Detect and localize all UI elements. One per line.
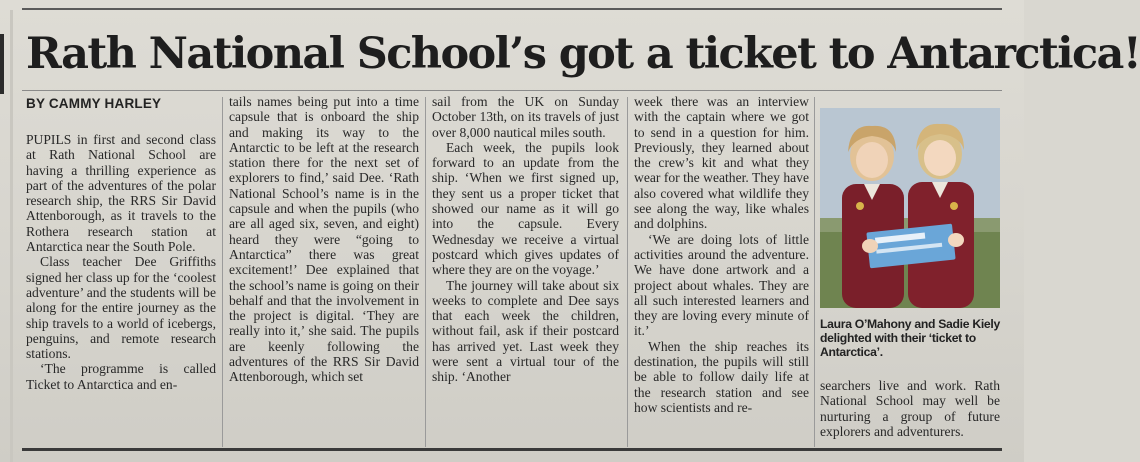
photo-caption: Laura O’Mahony and Sadie Kiely delighted with their ‘ticket to Antarctica’. (820, 317, 1000, 359)
paragraph: searchers live and work. Rath National School may well be nurturing a group of future explorers and adventurers. (820, 378, 1000, 439)
paragraph: Class teacher Dee Griffiths signed her class up for the ‘coolest adventure’ and the students will be along for the entire journey as the ship travels to a world of icebergs, penguins, and remote research stations. (26, 254, 216, 362)
bottom-rule (22, 448, 1002, 451)
column-5 (820, 378, 1000, 439)
paragraph: When the ship reaches its destination, the pupils will still be able to follow daily life at the research station and see how scientists and re- (634, 338, 809, 415)
column-4 (634, 94, 809, 415)
page-edge (10, 10, 13, 462)
headline: Rath National School’s got a ticket to Antarctica! (26, 29, 1140, 79)
column-divider (425, 97, 426, 447)
paragraph: tails names being put into a time capsule that is onboard the ship and making its way to the Antarctic to be left at the research station there for the next set of explorers to find,’ said Dee. ‘Rath National School’s name is in the capsule and when the pupils (who are all aged six, seven, and eight) heard they were “going to Antarctica” there was great excitement!’ Dee explained that the school’s name is going on their behalf and that the involvement in the project is digital. ‘They are really into it,’ she said. The pupils are keenly following the adventures of the RRS Sir David Attenborough, which set (229, 94, 419, 385)
paragraph: sail from the UK on Sunday October 13th, on its travels of just over 8,000 nautical miles south. (432, 94, 619, 140)
column-2 (229, 94, 419, 385)
column-1 (26, 132, 216, 392)
headline-rule (22, 90, 1002, 91)
column-divider (814, 97, 815, 447)
section-marker (0, 34, 4, 94)
paragraph: ‘We are doing lots of little activities around the adventure. We have done artwork and a project about whales. They are all such interested learners and they are loving every minute of it.’ (634, 231, 809, 339)
photo-two-pupils-with-ticket (820, 108, 1000, 308)
paragraph: ‘The programme is called Ticket to Antarctica and en- (26, 361, 216, 392)
paragraph: Each week, the pupils look forward to an update from the ship. ‘When we first signed up, they sent us a proper ticket that showed our name as it will go into the capsule. Every Wednesday we receive a virtual postcard which gives updates of where they are on the voyage.’ (432, 139, 619, 278)
paragraph: week there was an interview with the captain where we got to send in a question for him. Previously, they learned about the crew’s kit and what they wear for the weather. They have also covered what wildlife they see along the way, like whales and dolphins. (634, 94, 809, 232)
column-3 (432, 94, 619, 385)
photo-illustration (820, 108, 1000, 308)
top-rule (22, 8, 1002, 10)
column-divider (222, 97, 223, 447)
byline: BY CAMMY HARLEY (26, 96, 162, 111)
paragraph: PUPILS in first and second class at Rath National School are having a thrilling experience as part of the adventures of the polar research ship, the RRS Sir David Attenborough, as it travels to the Rothera research station at Antarctica near the South Pole. (26, 132, 216, 255)
paragraph: The journey will take about six weeks to complete and Dee says that each week the children, without fail, ask if their postcard has arrived yet. Last week they were sent a virtual tour of the ship. ‘Another (432, 277, 619, 385)
column-divider (627, 97, 628, 447)
